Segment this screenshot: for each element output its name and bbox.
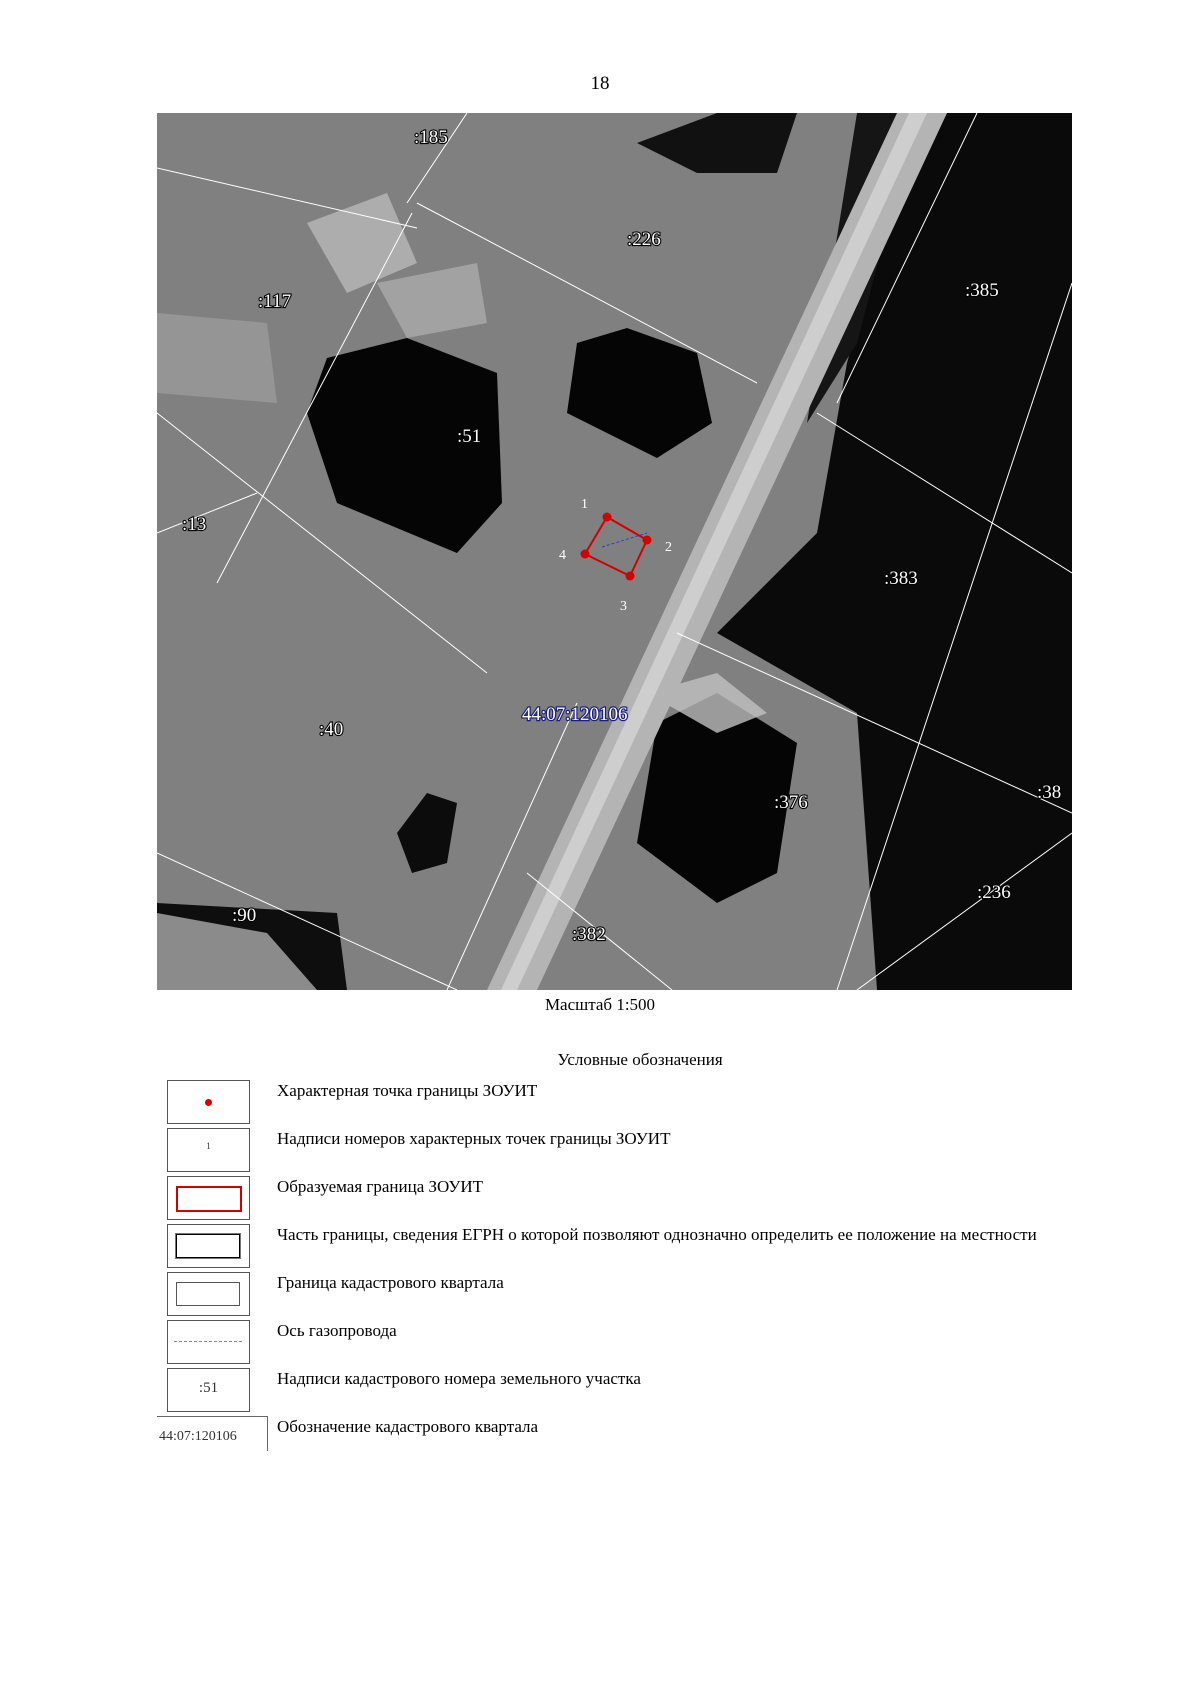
parcel-label: :90 — [232, 905, 257, 926]
legend-symbol — [167, 1176, 250, 1220]
parcel-label: :383 — [884, 568, 918, 589]
point-label-3: 3 — [620, 599, 627, 614]
legend-label: Ось газопровода — [277, 1321, 397, 1340]
legend-item — [157, 1320, 1077, 1364]
quarter-designation-text: 44:07:120106 — [159, 1429, 237, 1444]
legend-item — [157, 1128, 1077, 1172]
legend-item — [157, 1368, 1077, 1412]
point-number-symbol: 1 — [206, 1141, 211, 1151]
parcel-label: :117 — [258, 291, 292, 312]
legend-item — [157, 1224, 1077, 1268]
boundary-point-2 — [643, 536, 652, 545]
parcel-label: :13 — [182, 514, 207, 535]
zouit-boundary-symbol — [176, 1186, 242, 1212]
boundary-point-symbol — [205, 1099, 212, 1106]
legend-title: Условные обозначения — [557, 1050, 723, 1069]
legend-label: Характерная точка границы ЗОУИТ — [277, 1081, 538, 1100]
boundary-point-3 — [626, 572, 635, 581]
legend-label: Образуемая граница ЗОУИТ — [277, 1177, 484, 1196]
cadastral-map — [157, 113, 1072, 990]
point-label-2: 2 — [665, 540, 672, 555]
parcel-label: :385 — [965, 280, 999, 301]
parcel-label: :226 — [627, 229, 661, 250]
map-scale: Масштаб 1:500 — [544, 995, 656, 1014]
legend-item — [157, 1080, 1077, 1124]
parcel-number-symbol: :51 — [198, 1380, 219, 1396]
legend-item — [157, 1416, 1077, 1460]
parcel-label: :382 — [572, 924, 606, 945]
legend-label: Часть границы, сведения ЕГРН о которой позволяют однозначно определить ее положение на местности — [277, 1225, 1037, 1244]
parcel-label: :51 — [457, 426, 482, 447]
point-label-4: 4 — [559, 548, 566, 563]
parcel-label: :236 — [977, 882, 1011, 903]
legend-label: Обозначение кадастрового квартала — [277, 1417, 539, 1436]
legend-symbol — [167, 1128, 250, 1172]
quarter-boundary-symbol — [176, 1282, 240, 1306]
egrn-boundary-symbol — [176, 1234, 240, 1258]
cadastral-quarter-label: 44:07:120106 — [522, 704, 628, 725]
point-label-1: 1 — [581, 497, 588, 512]
parcel-label: :38 — [1037, 782, 1062, 803]
quarter-designation-symbol — [157, 1416, 268, 1451]
legend-item — [157, 1176, 1077, 1220]
legend-symbol — [167, 1080, 250, 1124]
legend-symbol — [167, 1368, 250, 1412]
parcel-label: :185 — [414, 127, 448, 148]
legend-symbol — [167, 1272, 250, 1316]
parcel-label: :40 — [319, 719, 344, 740]
page-number: 18 — [590, 73, 610, 94]
legend-item — [157, 1272, 1077, 1316]
legend-label: Граница кадастрового квартала — [277, 1273, 504, 1292]
parcel-label: :376 — [774, 792, 808, 813]
boundary-point-1 — [603, 513, 612, 522]
legend-symbol — [167, 1320, 250, 1364]
legend-label: Надписи номеров характерных точек границы ЗОУИТ — [277, 1129, 671, 1148]
boundary-point-4 — [581, 550, 590, 559]
gas-pipeline-axis-symbol — [174, 1341, 242, 1342]
legend-label: Надписи кадастрового номера земельного участка — [277, 1369, 641, 1388]
legend-symbol — [167, 1224, 250, 1268]
